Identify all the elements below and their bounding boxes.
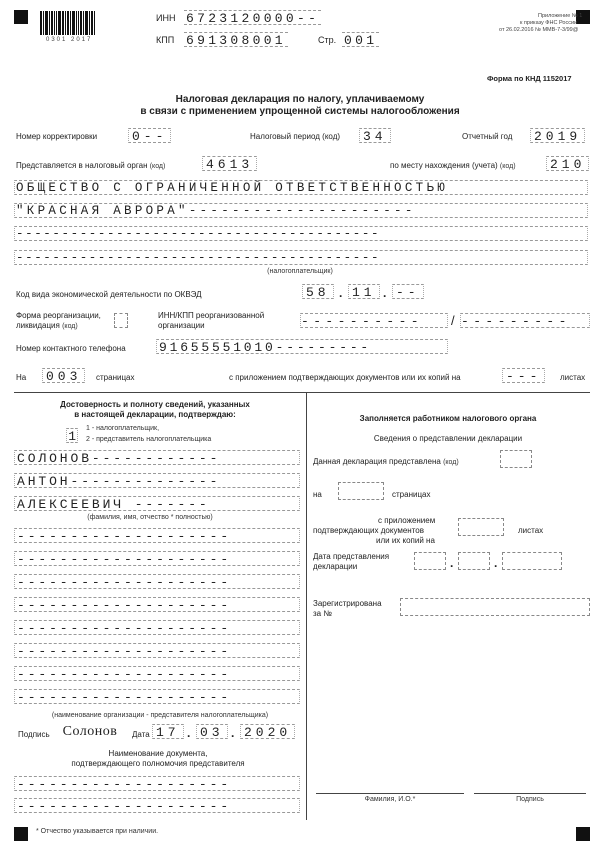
okved-part1: 58 xyxy=(302,284,334,299)
date-year-field[interactable] xyxy=(240,724,295,739)
date-month-field[interactable] xyxy=(196,724,228,739)
inspector-reg-label-line2: за № xyxy=(313,609,332,618)
doc-line-1-text: -------------------- xyxy=(14,776,300,791)
org-line-3-text: -------------------- xyxy=(14,574,300,589)
reorg-kpp-text: --------- xyxy=(460,313,590,328)
pages-text: 003 xyxy=(42,368,85,383)
presented-hint: (код) xyxy=(443,459,459,466)
page-text: 001 xyxy=(344,33,378,48)
kpp-field[interactable] xyxy=(184,32,288,47)
appendix-line3: от 26.02.2016 № ММВ-7-3/99@ xyxy=(499,27,579,33)
signer-option-2: 2 - представитель налогоплательщика xyxy=(86,436,212,443)
title-line2: в связи с применением упрощенной системы налогообложения xyxy=(140,106,460,117)
inspector-date-dot-1: . xyxy=(450,556,454,570)
org-line-2-text: -------------------- xyxy=(14,551,300,566)
authority-field[interactable] xyxy=(202,156,257,171)
taxpayer-caption: (налогоплательщик) xyxy=(267,268,333,275)
reorg-inn-field[interactable] xyxy=(300,313,448,328)
authority-label-text: Представляется в налоговый орган xyxy=(16,161,148,170)
inspector-attach-field[interactable] xyxy=(458,518,504,536)
org-line-1-text: -------------------- xyxy=(14,528,300,543)
date-label: Дата xyxy=(132,730,150,739)
inspector-date-month[interactable] xyxy=(458,552,490,570)
okved-part2: 11 xyxy=(348,284,380,299)
reorg-form-label-line2 xyxy=(16,321,78,331)
correction-text: 0-- xyxy=(128,128,171,143)
year-field[interactable] xyxy=(530,128,585,143)
reorg-form-field[interactable] xyxy=(114,313,128,328)
reorg-form-label-line2-text: ликвидация xyxy=(16,321,60,330)
date-dot-1: . xyxy=(187,726,191,740)
org-line-7-text: -------------------- xyxy=(14,666,300,681)
date-day-text: 17 xyxy=(152,724,184,739)
org-line-8-text: -------------------- xyxy=(14,689,300,704)
pages-field[interactable] xyxy=(42,368,85,383)
reorg-inn-label-line2: организации xyxy=(158,321,205,330)
fio-caption: (фамилия, имя, отчество * полностью) xyxy=(87,514,213,521)
taxpayer-line-2-text: "КРАСНАЯ АВРОРА"--------------------- xyxy=(14,203,588,218)
title-line1: Налоговая декларация по налогу, уплачиваемому xyxy=(175,94,425,105)
inspector-date-label-line1: Дата представления xyxy=(313,552,390,561)
inspector-reg-field[interactable] xyxy=(400,598,590,616)
org-caption: (наименование организации - представителя налогоплательщика) xyxy=(51,712,269,719)
taxpayer-line-3[interactable] xyxy=(14,226,588,241)
date-year-text: 2020 xyxy=(240,724,295,739)
reorg-form-label-line1: Форма реорганизации, xyxy=(16,311,101,320)
patronymic-field[interactable] xyxy=(14,496,300,511)
inspector-fio-line xyxy=(316,793,464,794)
presented-label xyxy=(313,457,459,467)
signer-type-field[interactable] xyxy=(66,428,78,443)
reorg-inn-label-line1: ИНН/КПП реорганизованной xyxy=(158,311,265,320)
date-month-text: 03 xyxy=(196,724,228,739)
date-dot-2: . xyxy=(231,726,235,740)
org-line-1[interactable] xyxy=(14,528,300,543)
location-text: 210 xyxy=(546,156,589,171)
correction-field[interactable] xyxy=(128,128,171,143)
corner-marker-bottom-left xyxy=(14,827,28,841)
phone-text: 91655551010--------- xyxy=(156,339,448,354)
signature-label: Подпись xyxy=(18,730,50,739)
okved-part3: -- xyxy=(392,284,424,299)
inspector-pages-field[interactable] xyxy=(338,482,384,500)
org-line-4-text: -------------------- xyxy=(14,597,300,612)
date-day-field[interactable] xyxy=(152,724,184,739)
okved-field-3[interactable] xyxy=(392,284,424,299)
authority-text: 4613 xyxy=(202,156,257,171)
reorg-kpp-field[interactable] xyxy=(460,313,590,328)
reorg-form-code-hint: (код) xyxy=(62,323,78,330)
period-text: 34 xyxy=(359,128,391,143)
reorg-slash: / xyxy=(451,313,455,328)
attach-label: с приложением подтверждающих документов или их копий на xyxy=(229,373,461,382)
name-text: АНТОН-------------- xyxy=(14,473,300,488)
inspector-sign-line xyxy=(474,793,586,794)
location-label xyxy=(390,161,516,171)
inspector-sign-caption: Подпись xyxy=(516,796,544,803)
inn-label: ИНН xyxy=(156,13,176,23)
signature-text: Солонов xyxy=(62,724,118,739)
org-line-7[interactable] xyxy=(14,666,300,681)
barcode xyxy=(40,11,100,35)
footnote: * Отчество указывается при наличии. xyxy=(36,828,159,835)
org-line-5[interactable] xyxy=(14,620,300,635)
period-field[interactable] xyxy=(359,128,391,143)
year-label: Отчетный год xyxy=(462,132,513,141)
inspector-attach-line3: или их копий на xyxy=(376,536,435,545)
correction-label: Номер корректировки xyxy=(16,132,98,141)
form-code: Форма по КНД 1152017 xyxy=(487,74,572,83)
taxpayer-line-2[interactable] xyxy=(14,203,588,218)
inn-text: 6723120000-- xyxy=(186,11,320,26)
inspector-on-label: на xyxy=(313,490,322,499)
okved-field-1[interactable] xyxy=(302,284,334,299)
phone-field[interactable] xyxy=(156,339,448,354)
okved-label: Код вида экономической деятельности по ОКВЭД xyxy=(16,290,202,299)
surname-text: СОЛОНОВ------------ xyxy=(14,450,300,465)
section-divider xyxy=(14,392,590,393)
doc-line-2-text: -------------------- xyxy=(14,798,300,813)
signature-field[interactable] xyxy=(52,724,128,739)
phone-label: Номер контактного телефона xyxy=(16,344,126,353)
taxpayer-line-4[interactable] xyxy=(14,250,588,265)
surname-field[interactable] xyxy=(14,450,300,465)
inspector-date-day[interactable] xyxy=(414,552,446,570)
okved-field-2[interactable] xyxy=(348,284,380,299)
taxpayer-line-4-text: ---------------------------------------- xyxy=(14,250,588,265)
inspector-reg-label-line1: Зарегистрирована xyxy=(313,599,382,608)
inn-field[interactable] xyxy=(184,10,321,25)
org-line-6-text: -------------------- xyxy=(14,643,300,658)
inspector-attach-line2: подтверждающих документов xyxy=(313,526,424,535)
taxpayer-line-3-text: ---------------------------------------- xyxy=(14,226,588,241)
doc-title-line2: подтверждающего полномочия представителя xyxy=(71,759,245,768)
barcode-number: 0301 2017 xyxy=(46,37,93,43)
inspector-subtitle: Сведения о представлении декларации xyxy=(373,434,523,443)
attach-field[interactable] xyxy=(502,368,545,383)
org-line-8[interactable] xyxy=(14,689,300,704)
location-label-text: по месту нахождения (учета) xyxy=(390,161,498,170)
sheets-label: листах xyxy=(560,373,586,382)
location-field[interactable] xyxy=(546,156,589,171)
presented-code-field[interactable] xyxy=(500,450,532,468)
column-divider xyxy=(306,392,307,820)
org-line-4[interactable] xyxy=(14,597,300,612)
corner-marker-top-left xyxy=(14,10,28,24)
year-text: 2019 xyxy=(530,128,585,143)
doc-line-2[interactable] xyxy=(14,798,300,813)
kpp-label: КПП xyxy=(156,35,175,45)
okved-dot-1: . xyxy=(339,286,343,300)
appendix-line1: Приложение № 1 xyxy=(538,13,583,19)
period-label: Налоговый период (код) xyxy=(250,132,341,141)
okved-dot-2: . xyxy=(383,286,387,300)
confirm-title-line2: в настоящей декларации, подтверждаю: xyxy=(74,410,236,419)
signer-option-1: 1 - налогоплательщик, xyxy=(86,425,160,432)
pages-label: страницах xyxy=(96,373,135,382)
appendix-line2: к приказу ФНС России xyxy=(520,20,578,26)
kpp-text: 691308001 xyxy=(186,33,286,48)
doc-title-line1: Наименование документа, xyxy=(108,749,208,758)
presented-label-text: Данная декларация представлена xyxy=(313,457,441,466)
page-label: Стр. xyxy=(318,35,337,45)
page-field[interactable] xyxy=(342,32,379,47)
signer-type-text: 1 xyxy=(66,428,78,443)
authority-code-hint: (код) xyxy=(149,163,166,170)
name-field[interactable] xyxy=(14,473,300,488)
corner-marker-bottom-right xyxy=(576,827,590,841)
inspector-title: Заполняется работником налогового органа xyxy=(359,414,537,423)
taxpayer-line-1-text: ОБЩЕСТВО С ОГРАНИЧЕННОЙ ОТВЕТСТВЕННОСТЬЮ xyxy=(14,180,588,195)
inspector-sheets-label: листах xyxy=(518,526,544,535)
doc-line-1[interactable] xyxy=(14,776,300,791)
confirm-title-line1: Достоверность и полноту сведений, указанных xyxy=(60,400,250,409)
attach-text: --- xyxy=(502,368,545,383)
org-line-5-text: -------------------- xyxy=(14,620,300,635)
inspector-date-year[interactable] xyxy=(502,552,562,570)
taxpayer-line-1[interactable] xyxy=(14,180,588,195)
inspector-fio-caption: Фамилия, И.О.* xyxy=(364,796,416,803)
inspector-date-dot-2: . xyxy=(494,556,498,570)
inspector-attach-line1: с приложением xyxy=(378,516,436,525)
inspector-pages-label: страницах xyxy=(392,490,431,499)
pages-on-label: На xyxy=(16,373,27,382)
org-line-6[interactable] xyxy=(14,643,300,658)
location-code-hint: (код) xyxy=(499,163,516,170)
org-line-2[interactable] xyxy=(14,551,300,566)
inspector-date-label-line2: декларации xyxy=(313,562,358,571)
reorg-inn-text: ---------- xyxy=(300,313,448,328)
authority-label xyxy=(16,161,165,171)
patronymic-text: АЛЕКСЕЕВИЧ ------- xyxy=(14,496,300,511)
org-line-3[interactable] xyxy=(14,574,300,589)
